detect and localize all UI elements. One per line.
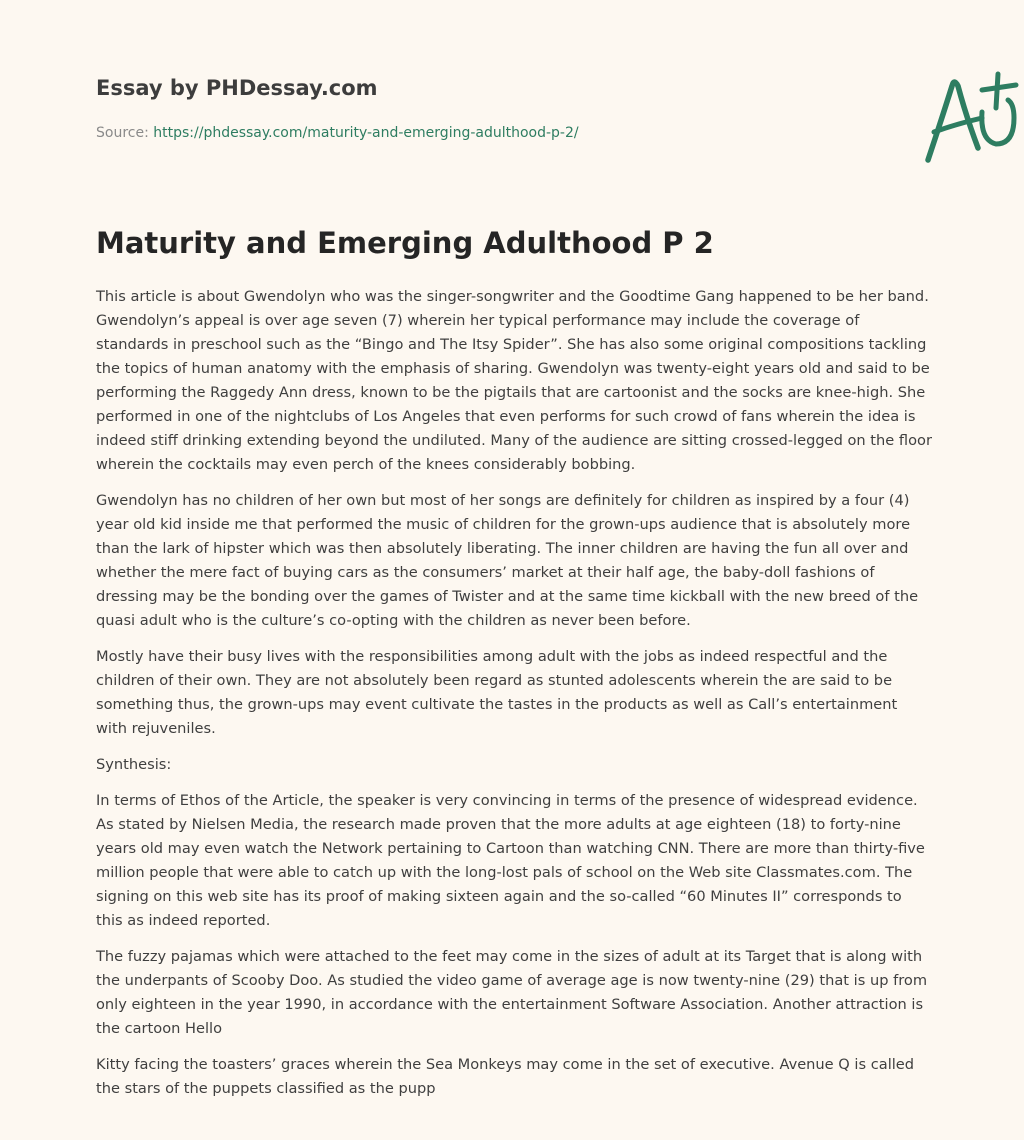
section-heading-synthesis: Synthesis: [96, 756, 172, 773]
site-brand: Essay by PHDessay.com [96, 76, 378, 100]
article-body [96, 285, 932, 1113]
article-paragraph: Kitty facing the toasters’ graces wherein the Sea Monkeys may come in the set of executive. Avenue Q is called the stars of the puppets classified as the pupp [96, 1056, 915, 1097]
source-label: Source: [96, 125, 149, 141]
article-paragraph: Mostly have their busy lives with the responsibilities among adult with the jobs as indeed respectful and the children of their own. They are not absolutely been regard as stunted adolescents wherein the are said to be something thus, the grown-ups may event cultivate the tastes in the products as well as Call’s entertainment with rejuveniles. [96, 648, 898, 737]
article-paragraph: Gwendolyn has no children of her own but most of her songs are definitely for children as inspired by a four (4) year old kid inside me that performed the music of children for the grown-ups audience that is absolutely more than the lark of hipster which was then absolutely liberating. The inner children are having the fun all over and whether the mere fact of buying cars as the consumers’ market at their half age, the baby-doll fashions of dressing may be the bonding over the games of Twister and at the same time kickball with the new breed of the quasi adult who is the culture’s co-opting with the children as never been before. [96, 492, 919, 629]
article-paragraph: In terms of Ethos of the Article, the speaker is very convincing in terms of the presence of widespread evidence. As stated by Nielsen Media, the research made proven that the more adults at age eighteen (18) to forty-nine years old may even watch the Network pertaining to Cartoon than watching CNN. There are more than thirty-five million people that were able to catch up with the long-lost pals of school on the Web site Classmates.com. The signing on this web site has its proof of making sixteen again and the so-called “60 Minutes II” corresponds to this as indeed reported. [96, 792, 925, 929]
source-line [96, 125, 579, 141]
a-plus-grade-icon [916, 68, 1024, 168]
source-link[interactable]: https://phdessay.com/maturity-and-emerging-adulthood-p-2/ [153, 125, 579, 141]
article-paragraph: The fuzzy pajamas which were attached to the feet may come in the sizes of adult at its Target that is along with the underpants of Scooby Doo. As studied the video game of average age is now twenty-nine (29) that is up from only eighteen in the year 1990, in accordance with the entertainment Software Association. Another attraction is the cartoon Hello [96, 948, 928, 1037]
article-paragraph: This article is about Gwendolyn who was the singer-songwriter and the Goodtime Gang happened to be her band. Gwendolyn’s appeal is over age seven (7) wherein her typical performance may include the coverage of standards in preschool such as the “Bingo and The Itsy Spider”. She has also some original compositions tackling the topics of human anatomy with the emphasis of sharing. Gwendolyn was twenty-eight years old and said to be performing the Raggedy Ann dress, known to be the pigtails that are cartoonist and the socks are knee-high. She performed in one of the nightclubs of Los Angeles that even performs for such crowd of fans wherein the idea is indeed stiff drinking extending beyond the undiluted. Many of the audience are sitting crossed-legged on the floor wherein the cocktails may even perch of the knees considerably bobbing. [96, 288, 932, 473]
article-title: Maturity and Emerging Adulthood P 2 [96, 226, 714, 260]
